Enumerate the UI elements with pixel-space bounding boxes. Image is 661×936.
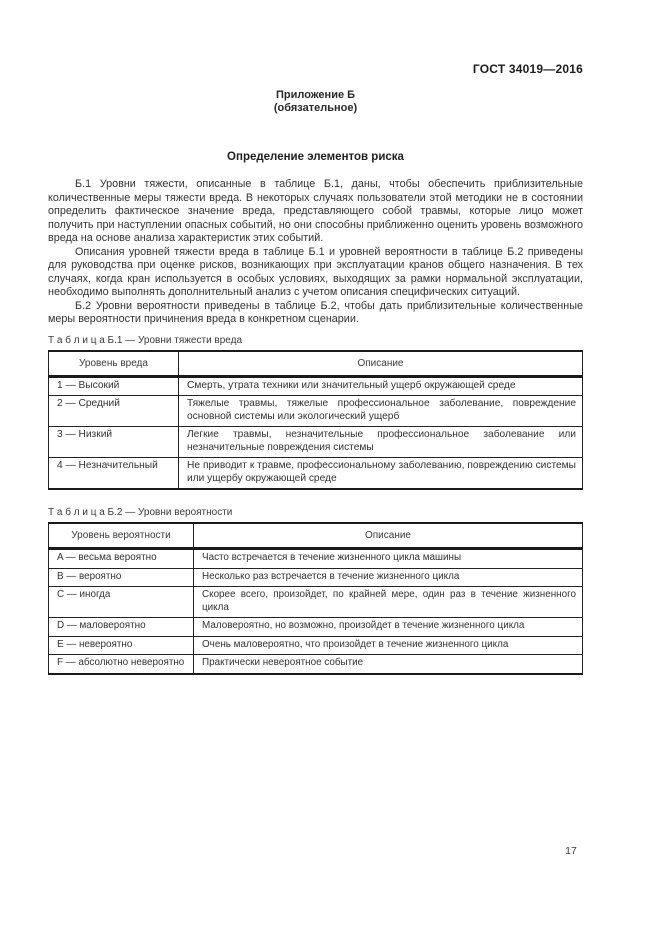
description-cell: Смерть, утрата техники или значительный ущерб окружающей среде (179, 376, 583, 396)
probability-level-cell: F — абсолютно невероятно (49, 655, 194, 674)
description-cell: Очень маловероятно, что произойдет в течение жизненного цикла (194, 636, 583, 655)
probability-level-cell: B — вероятно (49, 568, 194, 587)
table-b2-probability-levels (48, 522, 583, 675)
harm-level-cell: 2 — Средний (49, 396, 179, 427)
paragraph-severity-levels: Б.1 Уровни тяжести, описанные в таблице Б.1, даны, чтобы обеспечить приблизительные количественные меры тяжести вреда. В некоторых случаях пользователи этой методики не в состоянии определить фактическое значение вреда, представляющего собой травмы, которые лицо может получить при наступлении опасных событий, но они способны приближенно оценить уровень возможного вреда на основе анализа характеристик этих событий. (48, 178, 583, 244)
appendix-subtitle: (обязательное) (273, 102, 358, 114)
description-cell: Часто встречается в течение жизненного цикла машины (194, 549, 583, 569)
table-b1-col-harm-level: Уровень вреда (49, 351, 179, 377)
harm-level-cell: 3 — Низкий (49, 427, 179, 458)
page-number: 17 (565, 845, 577, 857)
table-b1-severity-levels (48, 350, 583, 491)
table-row (49, 396, 583, 427)
table-row (49, 587, 583, 618)
table-b2-col-probability-level: Уровень вероятности (49, 523, 194, 549)
description-cell: Тяжелые травмы, тяжелые профессиональное заболевание, повреждение основной системы или экологический ущерб (179, 396, 583, 427)
harm-level-cell: 1 — Высокий (49, 376, 179, 396)
probability-level-cell: E — невероятно (49, 636, 194, 655)
table-b1-caption: Т а б л и ц а Б.1 — Уровни тяжести вреда (48, 334, 243, 346)
probability-level-cell: A — весьма вероятно (49, 549, 194, 569)
table-row (49, 549, 583, 569)
table-row (49, 618, 583, 637)
section-title: Определение элементов риска (227, 151, 404, 163)
harm-level-cell: 4 — Незначительный (49, 458, 179, 490)
description-cell: Не приводит к травме, профессиональному заболеванию, повреждению системы или ущербу окружающей среде (179, 458, 583, 490)
table-b1-col-description: Описание (179, 351, 583, 377)
description-cell: Маловероятно, но возможно, произойдет в течение жизненного цикла (194, 618, 583, 637)
probability-level-cell: C — иногда (49, 587, 194, 618)
page-content (48, 0, 583, 675)
table-row (49, 376, 583, 396)
description-cell: Практически невероятное событие (194, 655, 583, 674)
description-cell: Легкие травмы, незначительные профессиональное заболевание или незначительные повреждения системы (179, 427, 583, 458)
table-b2-caption: Т а б л и ц а Б.2 — Уровни вероятности (48, 507, 233, 518)
doc-number: ГОСТ 34019—2016 (472, 62, 583, 76)
appendix-title: Приложение Б (275, 89, 356, 101)
paragraph-guidance: Описания уровней тяжести вреда в таблице Б.1 и уровней вероятности в таблице Б.2 приведены для руководства при оценке рисков, возникающих при эксплуатации кранов общего назначения. В тех случаях, когда кран используется в особых условиях, выходящих за рамки нормальной эксплуатации, необходимо выполнять дополнительный анализ с учетом описания специфических ситуаций. (48, 245, 583, 298)
table-row (49, 636, 583, 655)
table-row (49, 655, 583, 674)
table-row (49, 458, 583, 490)
table-b2-col-description: Описание (194, 523, 583, 549)
table-b2-header-row (49, 523, 583, 549)
description-cell: Скорее всего, произойдет, по крайней мере, один раз в течение жизненного цикла (194, 587, 583, 618)
table-b1-header-row (49, 351, 583, 377)
probability-level-cell: D — маловероятно (49, 618, 194, 637)
paragraph-probability-levels: Б.2 Уровни вероятности приведены в таблице Б.2, чтобы дать приблизительные количественные меры вероятности причинения вреда в конкретном сценарии. (48, 299, 583, 325)
description-cell: Несколько раз встречается в течение жизненного цикла (194, 568, 583, 587)
table-row (49, 427, 583, 458)
table-row (49, 568, 583, 587)
